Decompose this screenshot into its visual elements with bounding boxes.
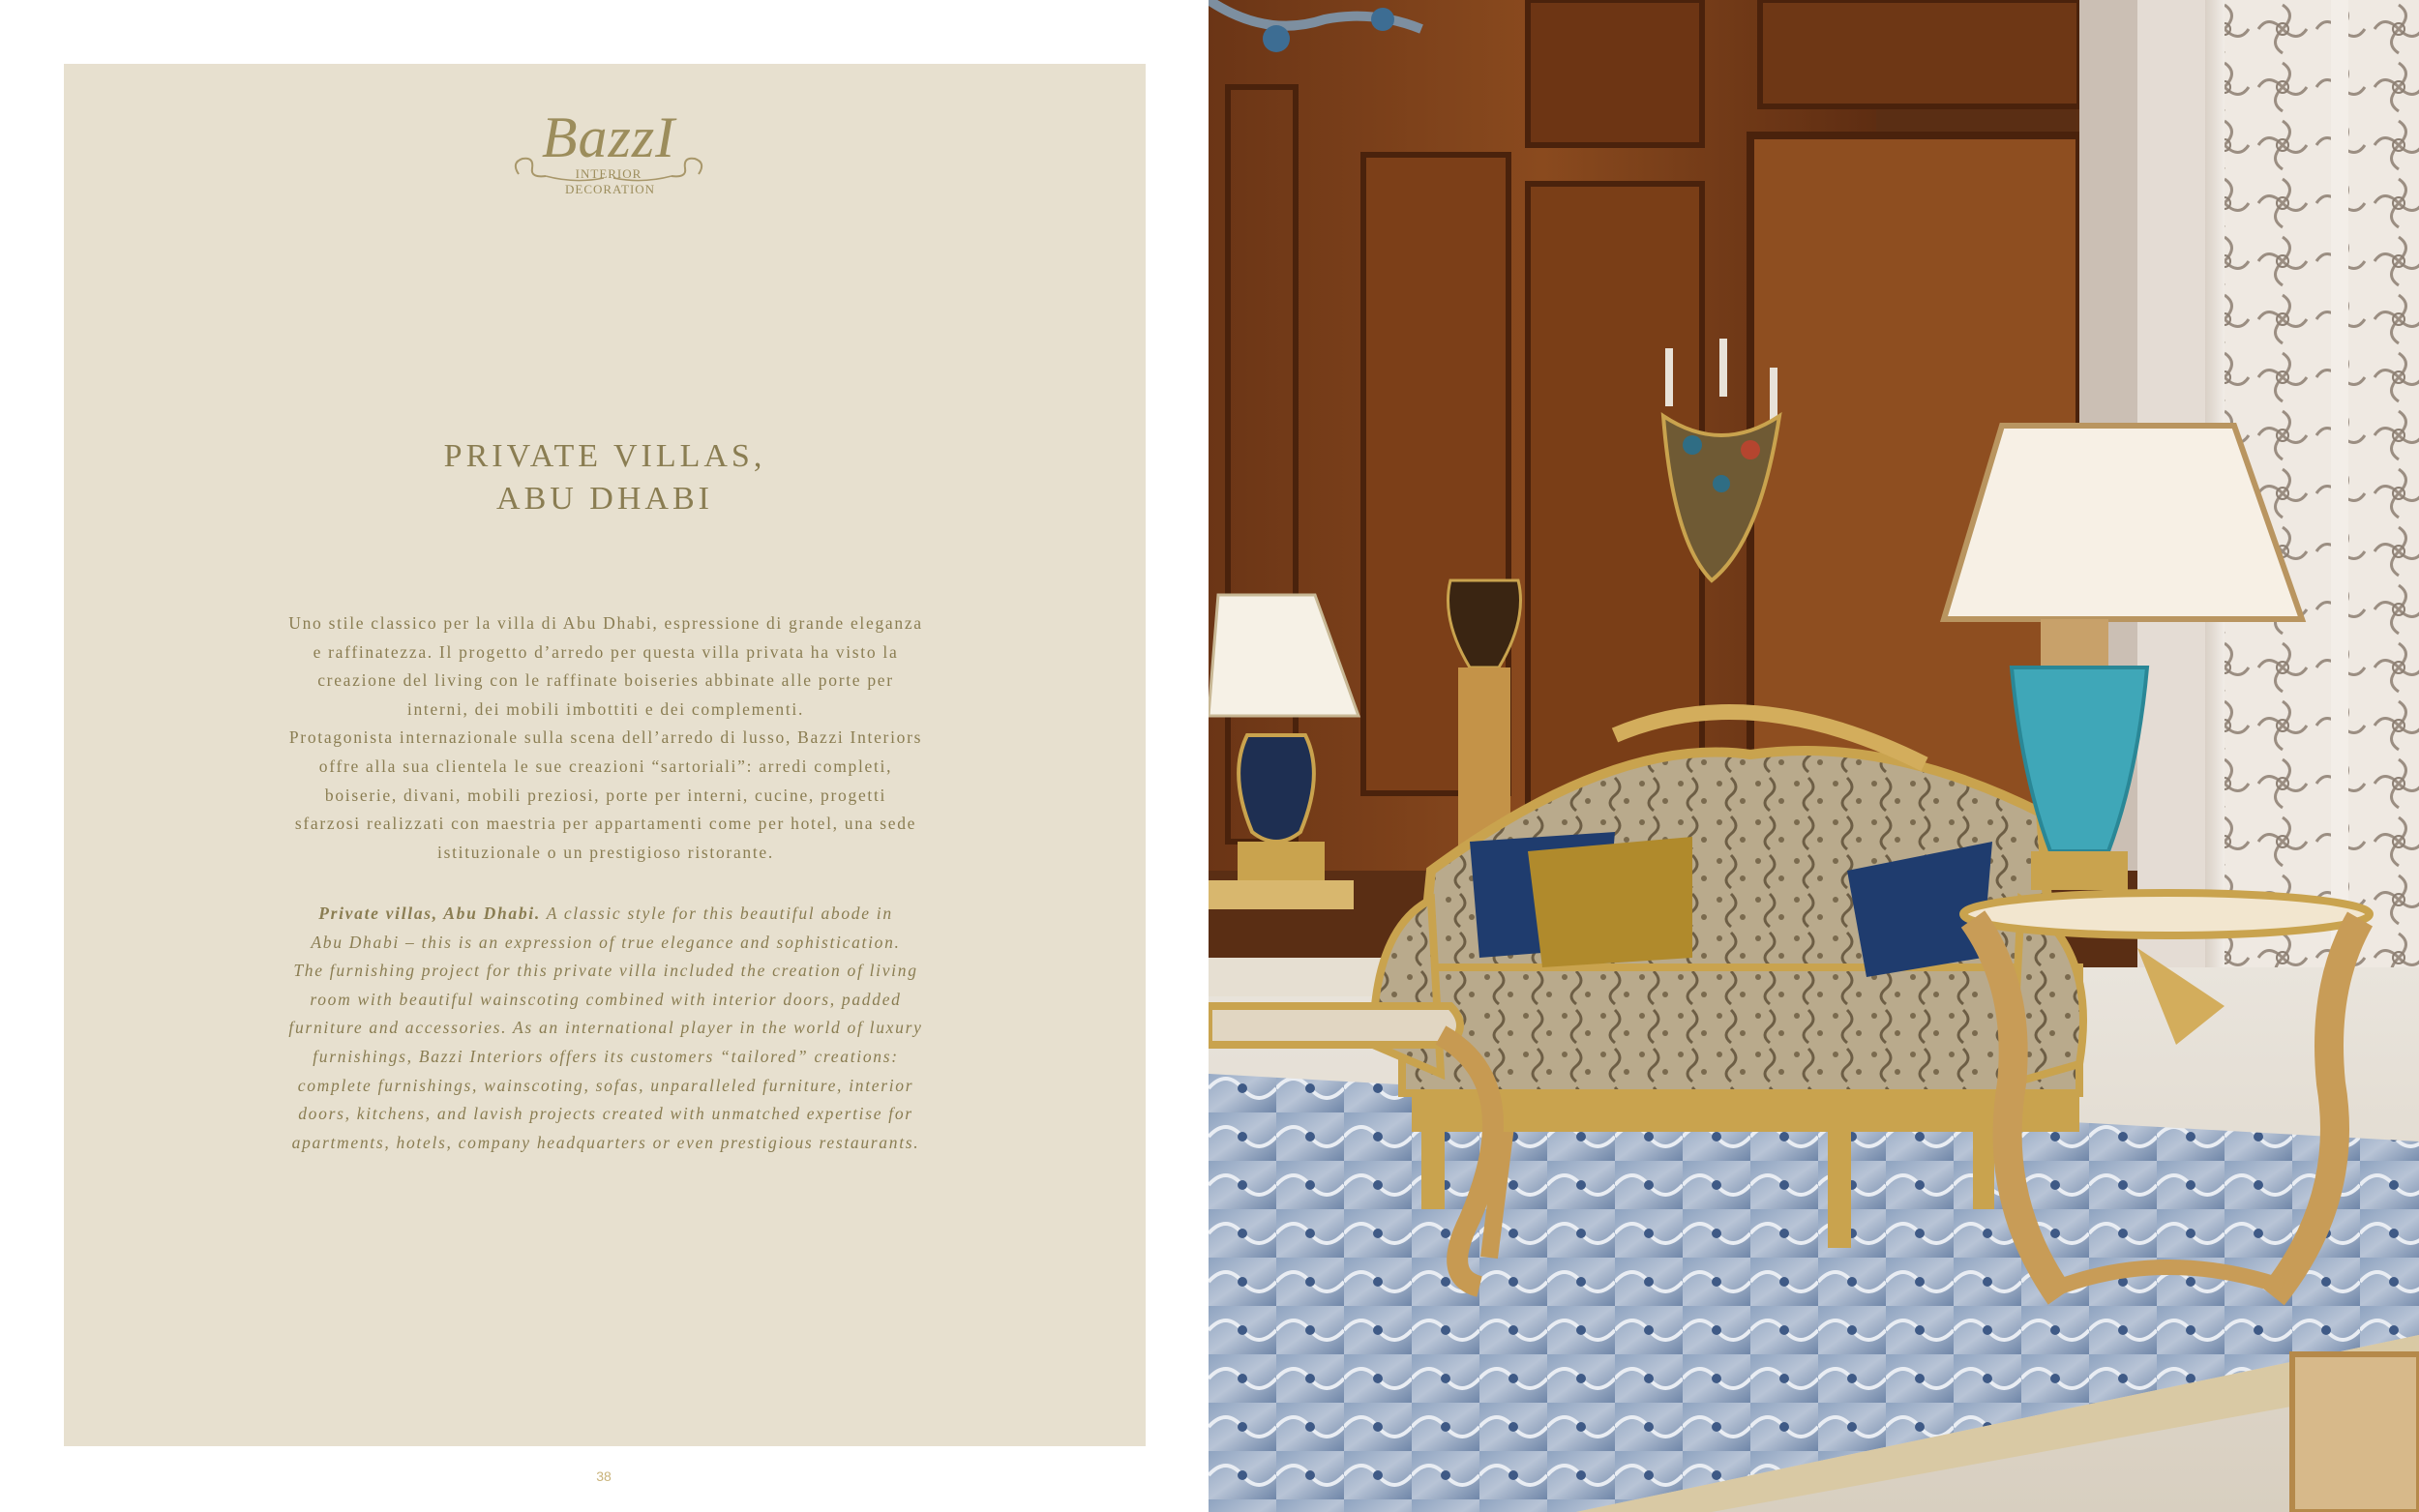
page-title xyxy=(64,435,1146,520)
english-line: doors, kitchens, and lavish projects created with unmatched expertise for xyxy=(298,1104,913,1124)
english-lead: Private villas, Abu Dhabi. xyxy=(318,904,541,923)
italian-description xyxy=(248,609,964,867)
logo-tagline xyxy=(565,166,656,197)
logo-wordmark: BazzI xyxy=(541,105,676,169)
title-line-1: PRIVATE VILLAS, xyxy=(443,438,766,474)
villa-living-room-image xyxy=(1209,0,2419,1512)
logo-tagline-line2: DECORATION xyxy=(565,182,656,196)
italian-line: creazione del living con le raffinate boiseries abbinate alle porte per xyxy=(317,670,894,691)
italian-line: boiserie, divani, mobili preziosi, porte per interni, cucine, progetti xyxy=(324,785,887,805)
english-line: furniture and accessories. As an international player in the world of luxury xyxy=(288,1018,923,1038)
italian-line: interni, dei mobili imbottiti e dei complementi. xyxy=(406,698,805,719)
english-line: Abu Dhabi – this is an expression of true elegance and sophistication. xyxy=(311,932,901,952)
english-line: room with beautiful wainscoting combined with interior doors, padded xyxy=(310,989,902,1009)
title-line-2: ABU DHABI xyxy=(496,481,713,517)
english-line: furnishings, Bazzi Interiors offers its customers “tailored” creations: xyxy=(313,1046,899,1066)
italian-line: istituzionale o un prestigioso ristorante. xyxy=(437,842,774,862)
page-number: 38 xyxy=(596,1468,612,1484)
english-line-rest: A classic style for this beautiful abode in xyxy=(540,904,893,923)
italian-line: offre alla sua clientela le sue creazioni “sartoriali”: arredi completi, xyxy=(318,756,893,776)
text-panel xyxy=(64,64,1146,1446)
english-line xyxy=(248,900,964,929)
english-line: The furnishing project for this private villa included the creation of living xyxy=(293,961,918,981)
italian-line: Uno stile classico per la villa di Abu Dhabi, espressione di grande eleganza xyxy=(288,613,923,633)
bazzi-logo xyxy=(507,106,710,203)
interior-photo xyxy=(1209,0,2419,1512)
english-description xyxy=(248,900,964,1157)
logo-tagline-line1: INTERIOR xyxy=(575,166,642,181)
italian-line: sfarzosi realizzati con maestria per appartamenti come per hotel, una sede xyxy=(294,814,917,834)
italian-line: Protagonista internazionale sulla scena dell’arredo di lusso, Bazzi Interiors xyxy=(288,727,923,748)
english-line: apartments, hotels, company headquarters or even prestigious restaurants. xyxy=(291,1132,920,1152)
italian-line: e raffinatezza. Il progetto d’arredo per questa villa privata ha visto la xyxy=(313,641,899,662)
english-line: complete furnishings, wainscoting, sofas, unparalleled furniture, interior xyxy=(297,1075,914,1095)
